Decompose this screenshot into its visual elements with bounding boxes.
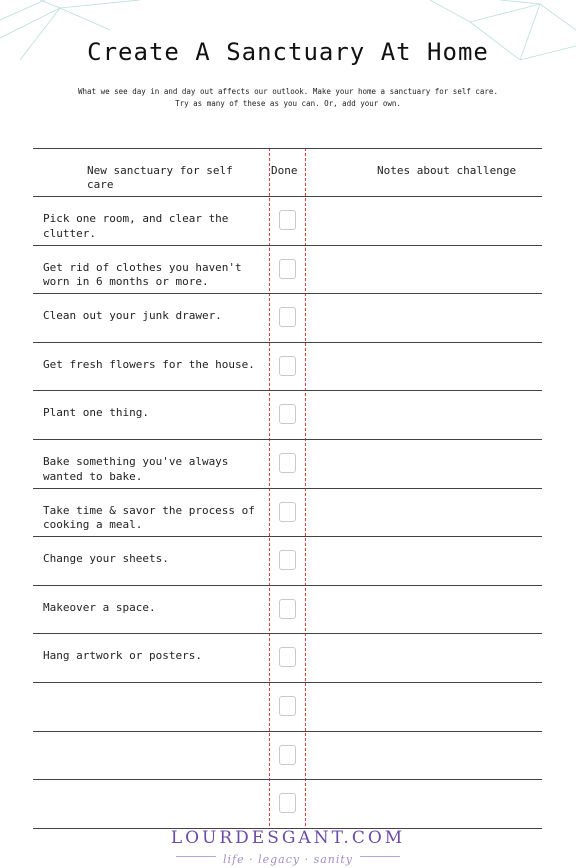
tagline-rule-left <box>176 856 216 857</box>
task-text: Get fresh flowers for the house. <box>43 357 255 371</box>
done-checkbox[interactable] <box>279 404 296 424</box>
intro-line-1: What we see day in and day out affects our outlook. Make your home a sanctuary for self care. <box>78 87 498 96</box>
table-row <box>33 536 542 585</box>
table-row <box>33 439 542 488</box>
page-title: Create A Sanctuary At Home <box>87 38 489 66</box>
done-checkbox[interactable] <box>279 696 296 716</box>
task-text: Get rid of clothes you haven't worn in 6 months or more. <box>43 260 242 289</box>
table-row <box>33 196 542 245</box>
table-row <box>33 682 542 731</box>
done-checkbox[interactable] <box>279 599 296 619</box>
intro-line-2: Try as many of these as you can. Or, add your own. <box>175 99 401 108</box>
header-task: New sanctuary for self care <box>87 164 233 191</box>
done-checkbox[interactable] <box>279 453 296 473</box>
table-row <box>33 342 542 391</box>
task-text: Change your sheets. <box>43 552 169 566</box>
task-text: Pick one room, and clear the clutter. <box>43 212 229 240</box>
task-text: Bake something you've always wanted to bake. <box>43 455 229 483</box>
table-row <box>33 390 542 439</box>
table-row <box>33 293 542 342</box>
footer <box>0 828 576 864</box>
table-row <box>33 488 542 537</box>
task-text: Hang artwork or posters. <box>43 649 202 663</box>
done-checkbox[interactable] <box>279 356 296 376</box>
done-checkbox[interactable] <box>279 793 296 813</box>
header-notes: Notes about challenge <box>377 164 517 177</box>
done-checkbox[interactable] <box>279 550 296 570</box>
done-checkbox[interactable] <box>279 259 296 279</box>
tagline: life · legacy · sanity <box>222 853 354 866</box>
done-checkbox[interactable] <box>279 745 296 765</box>
task-text: Makeover a space. <box>43 600 156 614</box>
intro-text <box>40 86 536 110</box>
table-row <box>33 633 542 682</box>
done-checkbox[interactable] <box>279 647 296 667</box>
task-text: Plant one thing. <box>43 406 149 420</box>
table-row <box>33 245 542 294</box>
brand-name: LOURDESGANT.COM <box>170 828 406 848</box>
task-text: Take time & savor the process of cooking a meal. <box>43 503 255 532</box>
task-text: Clean out your junk drawer. <box>43 309 222 323</box>
done-checkbox[interactable] <box>279 502 296 522</box>
done-checkbox[interactable] <box>279 210 296 230</box>
done-checkbox[interactable] <box>279 307 296 327</box>
table-row <box>33 779 542 828</box>
header-done: Done <box>271 164 298 177</box>
tagline-rule-right <box>360 856 400 857</box>
table-top-rule <box>33 148 542 149</box>
table-row <box>33 585 542 634</box>
table-row <box>33 731 542 780</box>
